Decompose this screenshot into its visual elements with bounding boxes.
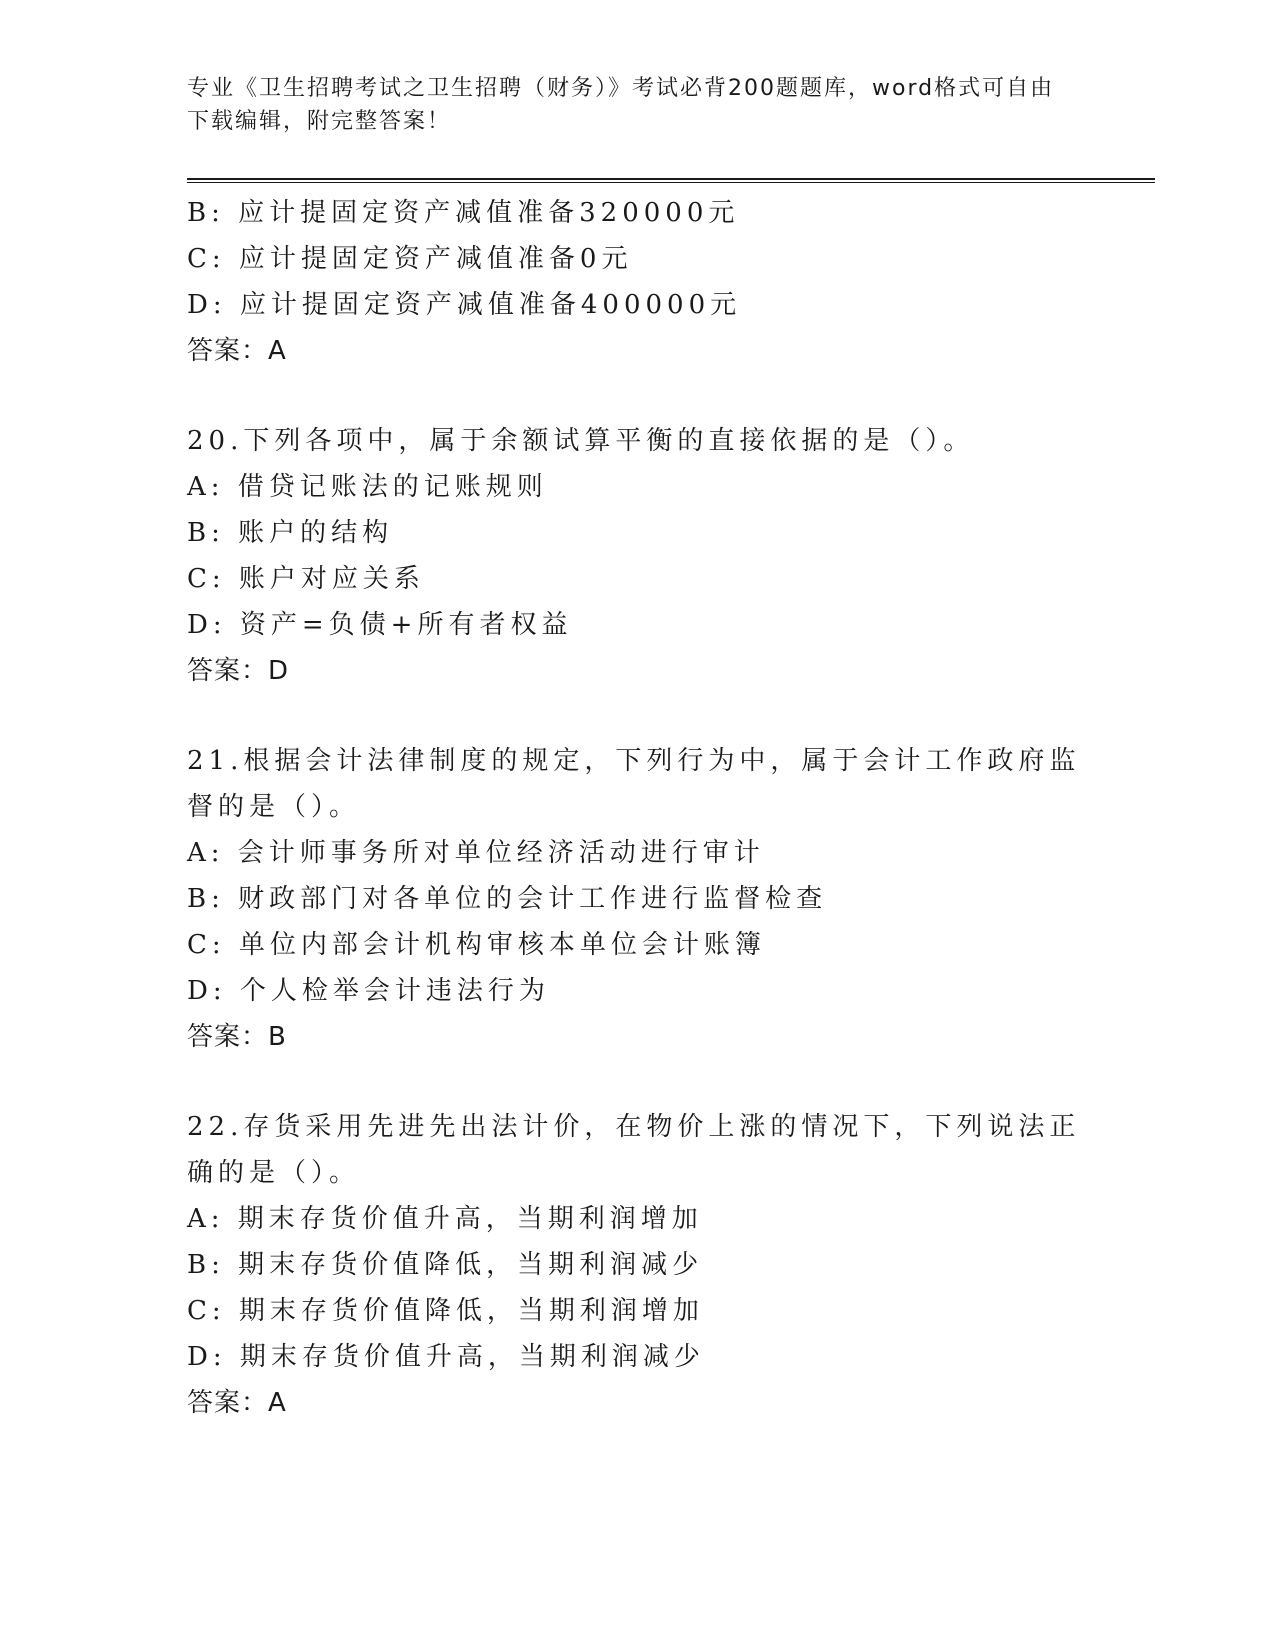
question-fragment xyxy=(187,190,1087,374)
option-b: B: 账户的结构 xyxy=(187,518,394,548)
option-d: D: 应计提固定资产减值准备400000元 xyxy=(187,290,742,320)
document-body xyxy=(187,190,1087,1426)
option-c: C: 期末存货价值降低，当期利润增加 xyxy=(187,1296,704,1326)
answer-line: 答案：A xyxy=(187,1388,287,1418)
option-b: B: 应计提固定资产减值准备320000元 xyxy=(187,198,740,228)
answer-line: 答案：A xyxy=(187,336,287,366)
question-21 xyxy=(187,738,1087,1060)
question-20 xyxy=(187,418,1087,694)
option-a: A: 期末存货价值升高，当期利润增加 xyxy=(187,1204,703,1234)
option-a: A: 借贷记账法的记账规则 xyxy=(187,472,548,502)
option-d: D: 期末存货价值升高，当期利润减少 xyxy=(187,1342,705,1372)
option-c: C: 账户对应关系 xyxy=(187,564,425,594)
option-d: D: 资产=负债+所有者权益 xyxy=(187,610,573,640)
answer-line: 答案：B xyxy=(187,1022,287,1052)
page-header: 专业《卫生招聘考试之卫生招聘（财务）》考试必背200题题库，word格式可自由下载编辑，附完整答案！ xyxy=(187,76,1055,134)
question-stem: 22.存货采用先进先出法计价，在物价上涨的情况下，下列说法正确的是（）。 xyxy=(187,1112,1081,1188)
option-a: A: 会计师事务所对单位经济活动进行审计 xyxy=(187,838,765,868)
option-b: B: 财政部门对各单位的会计工作进行监督检查 xyxy=(187,884,828,914)
option-c: C: 单位内部会计机构审核本单位会计账簿 xyxy=(187,930,766,960)
option-c: C: 应计提固定资产减值准备0元 xyxy=(187,244,633,274)
header-divider xyxy=(187,178,1155,183)
question-stem: 20.下列各项中，属于余额试算平衡的直接依据的是（）。 xyxy=(187,426,975,456)
option-d: D: 个人检举会计违法行为 xyxy=(187,976,550,1006)
question-stem: 21.根据会计法律制度的规定，下列行为中，属于会计工作政府监督的是（）。 xyxy=(187,746,1081,822)
answer-line: 答案：D xyxy=(187,656,290,686)
question-22 xyxy=(187,1104,1087,1426)
option-b: B: 期末存货价值降低，当期利润减少 xyxy=(187,1250,704,1280)
